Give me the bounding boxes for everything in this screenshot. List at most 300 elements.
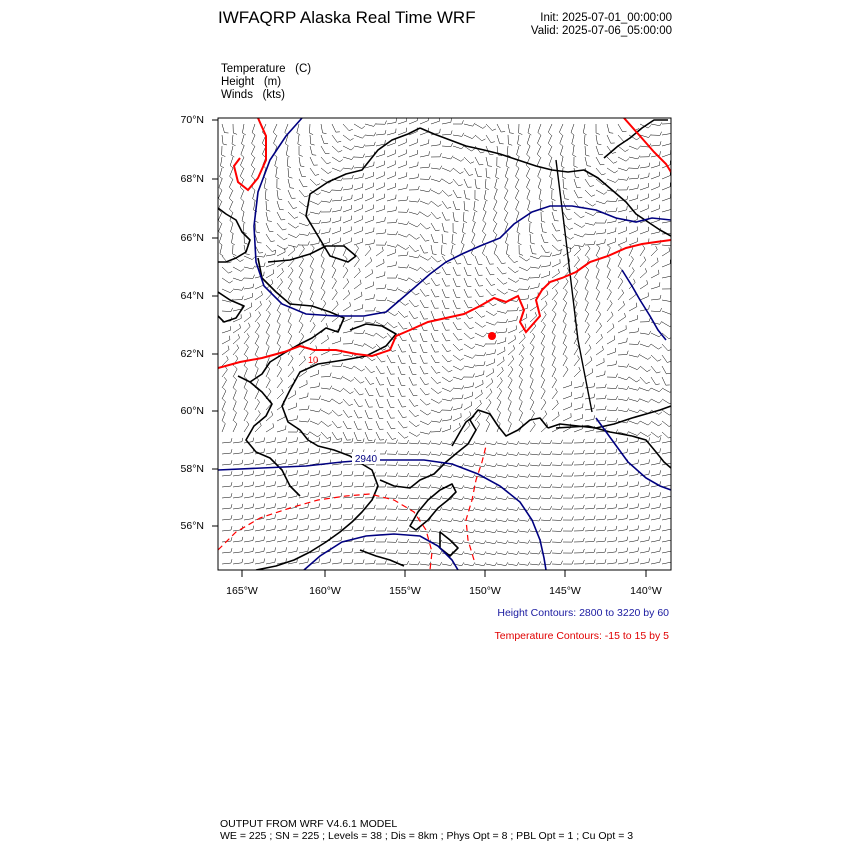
wind-barb-flag	[440, 166, 442, 170]
wind-barb-flag	[503, 357, 504, 361]
wind-barb	[365, 399, 369, 407]
wind-barb-flag	[583, 538, 584, 542]
wind-barb-flag	[647, 370, 650, 372]
wind-barb-flag	[619, 256, 622, 259]
wind-barb-flag	[341, 363, 343, 367]
wind-barb-flag	[512, 356, 514, 360]
wind-barb	[464, 256, 467, 264]
wind-barb-flag	[264, 481, 265, 485]
wind-barb-flag	[360, 280, 361, 284]
wind-barb	[453, 355, 460, 360]
wind-barb	[493, 212, 497, 220]
wind-barb	[288, 325, 291, 333]
wind-barb	[365, 432, 368, 440]
wind-barb-flag	[481, 152, 485, 153]
wind-barb-flag	[510, 377, 513, 380]
wind-barb	[585, 270, 589, 278]
wind-barb-flag	[352, 185, 353, 189]
wind-barb	[585, 249, 590, 256]
wind-barb	[651, 377, 656, 385]
wind-barb	[497, 371, 503, 377]
wind-barb	[321, 410, 329, 414]
wind-barb-flag	[319, 220, 321, 224]
wind-barb	[508, 531, 517, 532]
wind-barb-flag	[418, 484, 420, 488]
wind-barb	[453, 135, 462, 136]
wind-barb-flag	[363, 343, 365, 346]
wind-barb	[332, 210, 341, 212]
model-info-line1: OUTPUT FROM WRF V4.6.1 MODEL	[220, 818, 398, 830]
wind-barb	[309, 124, 310, 133]
wind-barb	[343, 519, 352, 520]
wind-barb	[365, 366, 371, 373]
wind-barb-flag	[597, 289, 600, 292]
wind-barb	[640, 518, 649, 520]
wind-barb	[255, 463, 264, 465]
wind-barb	[651, 198, 659, 201]
wind-barb	[497, 564, 506, 566]
wind-barb	[288, 223, 295, 228]
wind-barb	[343, 399, 349, 406]
wind-barb	[519, 454, 528, 455]
wind-barb	[506, 157, 508, 166]
wind-barb-flag	[574, 300, 577, 303]
wind-barb	[354, 421, 358, 429]
wind-barb	[321, 157, 327, 164]
wind-barb-flag	[351, 147, 354, 150]
wind-barb	[310, 485, 319, 487]
wind-barb	[585, 360, 592, 366]
wind-barb-flag	[311, 256, 314, 259]
wind-barb	[343, 242, 351, 245]
wind-barb	[508, 369, 513, 377]
wind-barb	[241, 146, 244, 154]
wind-barb	[527, 190, 530, 198]
wind-barb	[398, 289, 406, 293]
wind-barb-flag	[541, 355, 544, 358]
wind-barb	[607, 168, 615, 173]
wind-barb-flag	[269, 300, 271, 303]
wind-barb-flag	[396, 231, 398, 235]
wind-barb-flag	[470, 162, 474, 164]
wind-barb-flag	[418, 561, 420, 565]
wind-barb	[516, 157, 519, 165]
wind-barb	[651, 388, 659, 392]
wind-barb	[572, 135, 574, 144]
wind-barb	[409, 267, 417, 270]
wind-barb	[321, 399, 330, 402]
wind-barb	[233, 369, 237, 377]
wind-barb-flag	[429, 163, 430, 167]
wind-barb	[255, 315, 261, 322]
wind-barb	[640, 540, 649, 542]
wind-barb	[365, 388, 369, 396]
wind-barb	[277, 282, 283, 289]
wind-barb-flag	[362, 135, 365, 138]
wind-barb	[321, 146, 326, 154]
wind-barb	[442, 542, 451, 544]
wind-barb	[585, 314, 589, 322]
wind-barb	[618, 497, 627, 498]
wind-barb	[651, 421, 659, 426]
wind-barb-flag	[605, 449, 606, 453]
wind-barb-flag	[341, 438, 342, 442]
wind-barb-flag	[418, 462, 420, 466]
wind-barb-flag	[471, 253, 474, 256]
wind-barb-flag	[649, 459, 650, 463]
wind-barb	[255, 507, 264, 509]
wind-barb	[530, 267, 539, 268]
wind-barb-flag	[583, 494, 584, 498]
wind-barb	[354, 399, 359, 407]
wind-barb-flag	[406, 247, 409, 249]
wind-barb-flag	[506, 441, 508, 444]
wind-barb	[585, 387, 594, 388]
wind-barb-flag	[649, 536, 650, 540]
wind-barb-flag	[607, 245, 610, 248]
wind-barb	[629, 452, 638, 454]
wind-barb	[277, 314, 281, 322]
wind-barb	[277, 336, 280, 344]
wind-barb	[232, 135, 233, 144]
wind-barb-flag	[427, 403, 431, 405]
wind-barb	[629, 248, 633, 256]
wind-barb-flag	[568, 219, 572, 220]
wind-barb-flag	[316, 346, 317, 350]
wind-barb-flag	[498, 399, 501, 402]
wind-barb-flag	[269, 388, 271, 391]
wind-barb	[464, 267, 467, 275]
wind-barb-flag	[321, 267, 324, 270]
wind-barb	[574, 234, 582, 237]
wind-barb	[310, 421, 318, 424]
wind-barb-flag	[472, 231, 475, 234]
wind-barb-flag	[253, 526, 254, 530]
wind-barb-flag	[341, 559, 342, 563]
wind-barb-flag	[627, 504, 628, 508]
wind-barb	[288, 407, 296, 410]
wind-barb-flag	[577, 256, 579, 259]
wind-barb-flag	[524, 334, 526, 338]
wind-barb-flag	[526, 176, 529, 179]
wind-barb-flag	[473, 373, 474, 377]
wind-barb	[332, 124, 336, 132]
wind-barb-flag	[407, 462, 409, 466]
wind-barb	[464, 300, 468, 308]
wind-barb-flag	[643, 245, 645, 248]
wind-barb-flag	[374, 560, 375, 564]
wind-barb	[475, 157, 479, 165]
wind-barb	[277, 369, 282, 377]
wind-barb	[376, 300, 385, 301]
wind-barb	[651, 474, 660, 476]
wind-barb-flag	[396, 495, 398, 499]
wind-barb	[640, 496, 649, 498]
wind-barb	[310, 281, 313, 289]
wind-barb	[452, 234, 453, 243]
wind-barb	[640, 551, 649, 553]
wind-barb	[497, 402, 501, 410]
wind-barb-flag	[539, 517, 541, 521]
wind-barb	[517, 146, 519, 155]
wind-barb-flag	[611, 312, 613, 316]
wind-barb	[640, 260, 646, 267]
wind-barb	[420, 377, 425, 385]
wind-barb-flag	[484, 540, 486, 543]
wind-barb	[618, 464, 627, 465]
wind-barb	[398, 188, 407, 190]
wind-barb-flag	[627, 377, 630, 380]
wind-barb	[343, 209, 352, 212]
wind-barb	[420, 311, 424, 319]
wind-barb	[398, 355, 402, 363]
wind-barb-flag	[330, 559, 331, 563]
wind-barb	[398, 165, 406, 168]
wind-barb-flag	[605, 471, 606, 475]
wind-barb	[431, 421, 440, 422]
wind-barb	[475, 365, 484, 366]
wind-barb-flag	[425, 295, 429, 296]
wind-barb	[574, 212, 581, 218]
wind-barb	[574, 281, 578, 289]
wind-barb-flag	[341, 515, 342, 519]
wind-barb	[475, 394, 482, 399]
wind-barb	[618, 410, 627, 412]
wind-barb-flag	[609, 289, 612, 292]
wind-barb	[585, 430, 594, 432]
wind-barb	[332, 388, 340, 392]
wind-barb-flag	[330, 228, 331, 232]
wind-barb	[541, 509, 550, 510]
wind-barb	[299, 397, 308, 399]
wind-barb	[596, 541, 605, 542]
wind-barb-flag	[247, 333, 249, 336]
wind-barb-flag	[495, 496, 497, 499]
wind-barb-flag	[616, 418, 618, 422]
wind-barb	[266, 212, 268, 221]
wind-barb	[497, 341, 506, 344]
wind-barb-flag	[374, 320, 376, 323]
wind-barb	[299, 168, 302, 177]
wind-barb	[541, 245, 546, 253]
wind-barb-flag	[601, 334, 603, 338]
wind-barb-flag	[318, 202, 321, 205]
wind-barb-flag	[520, 366, 523, 369]
wind-barb-flag	[312, 245, 315, 248]
wind-barb-flag	[587, 256, 590, 259]
wind-barb-flag	[330, 493, 331, 497]
wind-barb	[640, 284, 648, 289]
wind-barb	[552, 336, 555, 344]
wind-barb	[244, 530, 253, 531]
wind-barb	[464, 344, 472, 349]
wind-barb-flag	[330, 471, 331, 475]
wind-barb-flag	[594, 549, 595, 553]
wind-barb-flag	[286, 514, 287, 518]
wind-barb-flag	[231, 559, 232, 563]
wind-barb	[442, 366, 449, 372]
wind-barb	[387, 245, 396, 247]
wind-barb	[233, 348, 239, 355]
wind-barb	[537, 157, 541, 165]
wind-barb	[508, 278, 516, 282]
wind-barb	[365, 261, 372, 267]
wind-barb-flag	[383, 336, 386, 338]
wind-barb-flag	[608, 278, 611, 281]
wind-barb	[515, 168, 519, 176]
wind-barb	[651, 463, 660, 465]
wind-barb	[596, 552, 605, 553]
wind-barb	[585, 157, 587, 166]
wind-barb	[574, 429, 582, 432]
wind-barb	[640, 377, 646, 384]
wind-barb-flag	[538, 188, 541, 191]
wind-barb	[442, 476, 451, 478]
wind-barb-flag	[625, 313, 626, 317]
wind-barb	[387, 234, 396, 235]
wind-barb-flag	[374, 483, 375, 487]
wind-barb	[365, 220, 373, 223]
wind-barb	[420, 132, 428, 135]
wind-barb	[354, 231, 362, 234]
wind-barb-flag	[262, 143, 265, 146]
wind-barb-flag	[275, 166, 278, 168]
wind-barb-flag	[407, 561, 409, 565]
wind-barb	[629, 307, 637, 311]
wind-barb-flag	[374, 538, 375, 542]
wind-barb-flag	[572, 144, 575, 146]
wind-barb-flag	[319, 558, 320, 562]
wind-barb-flag	[385, 527, 386, 531]
wind-barb-flag	[590, 186, 594, 187]
wind-barb-flag	[623, 131, 627, 132]
wind-barb	[244, 297, 252, 300]
wind-barb	[251, 157, 255, 165]
wind-barb	[486, 424, 490, 432]
wind-barb-flag	[542, 344, 545, 347]
wind-barb	[277, 518, 286, 520]
wind-barb	[585, 201, 592, 206]
wind-barb-flag	[291, 267, 293, 270]
wind-barb	[486, 278, 491, 285]
wind-barb-flag	[493, 209, 496, 212]
wind-barb	[486, 353, 495, 355]
wind-barb	[244, 552, 253, 553]
wind-barb-flag	[627, 431, 629, 434]
wind-barb-flag	[638, 387, 640, 390]
wind-barb-flag	[316, 184, 320, 186]
wind-barb-flag	[495, 518, 497, 521]
wind-barb-flag	[264, 503, 265, 507]
wind-barb	[464, 542, 473, 544]
wind-barb-flag	[476, 188, 480, 189]
wind-barb-flag	[290, 344, 293, 347]
wind-barb-flag	[569, 228, 573, 230]
wind-barb-flag	[374, 527, 375, 531]
wind-barb-flag	[627, 482, 628, 486]
wind-barb-flag	[660, 151, 661, 155]
wind-barb	[420, 190, 429, 192]
wind-barb-flag	[458, 329, 462, 330]
wind-barb-flag	[369, 395, 373, 396]
wind-barb	[288, 463, 297, 465]
wind-barb-flag	[363, 538, 364, 542]
wind-barb	[255, 529, 264, 531]
wind-barb-flag	[638, 460, 639, 464]
wind-barb-flag	[585, 300, 588, 303]
temp-contour-label	[308, 355, 318, 365]
wind-barb-flag	[484, 507, 486, 510]
wind-barb-flag	[352, 515, 353, 519]
wind-barb-flag	[660, 470, 661, 474]
wind-barb-flag	[548, 143, 551, 146]
wind-barb-flag	[407, 495, 409, 499]
wind-barb-flag	[638, 398, 640, 401]
wind-barb-flag	[596, 278, 599, 281]
wind-barb-flag	[480, 296, 484, 297]
wind-barb-flag	[605, 417, 606, 421]
wind-barb	[332, 341, 341, 344]
wind-barb	[530, 564, 539, 565]
wind-barb-flag	[550, 262, 551, 266]
wind-barb	[431, 145, 440, 146]
wind-barb	[662, 276, 671, 278]
wind-barb	[629, 496, 638, 498]
wind-barb	[651, 286, 660, 289]
wind-barb	[242, 212, 244, 221]
wind-barb-flag	[649, 437, 650, 441]
wind-barb-flag	[308, 459, 309, 463]
wind-barb	[343, 331, 352, 333]
wind-barb-flag	[359, 406, 363, 407]
wind-barb	[486, 476, 495, 478]
wind-barb-flag	[528, 210, 531, 212]
wind-barb	[607, 281, 611, 289]
wind-barb-flag	[638, 548, 639, 552]
wind-barb	[640, 333, 649, 334]
lat-label: 64°N	[180, 290, 204, 302]
wind-barb-flag	[615, 180, 618, 183]
wind-barb-flag	[487, 177, 491, 178]
wind-barb-flag	[517, 474, 519, 477]
wind-barb-flag	[493, 304, 497, 306]
wind-barb-flag	[616, 385, 618, 389]
wind-barb	[365, 187, 373, 190]
wind-barb-flag	[610, 300, 612, 303]
wind-barb	[398, 344, 402, 352]
wind-barb-flag	[605, 239, 606, 243]
wind-barb-flag	[633, 279, 635, 283]
wind-barb-flag	[426, 394, 430, 395]
wind-barb	[464, 564, 473, 566]
wind-barb	[464, 179, 468, 187]
wind-barb-flag	[427, 413, 430, 415]
wind-barb	[376, 355, 382, 362]
wind-barb	[233, 267, 241, 271]
wind-barb	[486, 135, 491, 143]
wind-barb-flag	[563, 322, 566, 325]
wind-barb-flag	[240, 187, 243, 190]
wind-barb-flag	[539, 199, 542, 201]
wind-barb-flag	[319, 492, 320, 496]
wind-barb-flag	[620, 278, 622, 281]
wind-barb	[453, 157, 461, 161]
wind-barb	[486, 509, 495, 511]
wind-barb	[585, 497, 594, 498]
wind-barb-flag	[469, 318, 473, 319]
wind-barb	[222, 530, 231, 531]
wind-barb-flag	[519, 399, 522, 402]
